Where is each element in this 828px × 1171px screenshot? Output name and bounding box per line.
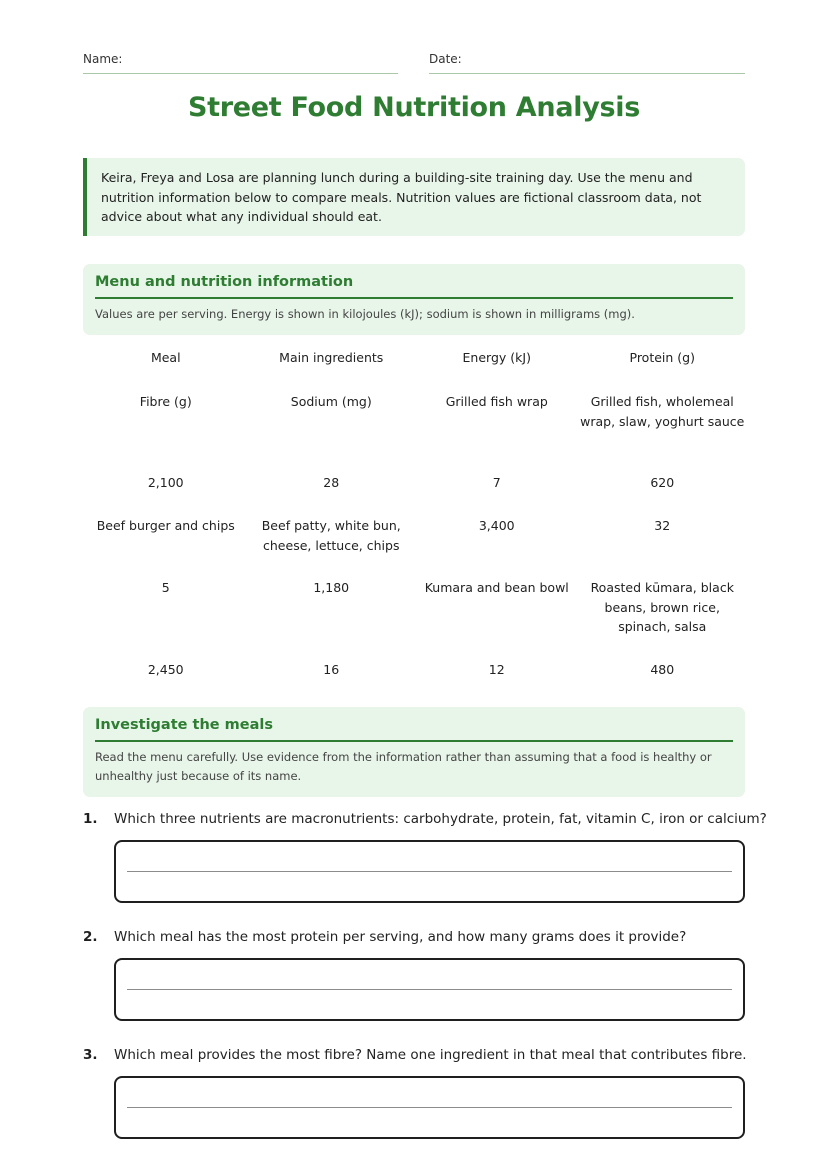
table-cell: Sodium (mg) (290, 394, 372, 409)
menu-section-note: Values are per serving. Energy is shown in kilojoules (kJ); sodium is shown in milligrams (mg). (95, 307, 635, 321)
table-cell: Fibre (g) (139, 394, 192, 409)
page-title: Street Food Nutrition Analysis (188, 92, 640, 123)
answer-box[interactable] (114, 958, 745, 1021)
table-cell: 7 (492, 475, 501, 490)
table-cell: Meal (150, 350, 181, 365)
table-cell: Main ingredients (279, 350, 384, 365)
table-row (83, 657, 745, 697)
table-cell: 2,450 (147, 662, 184, 677)
name-label: Name: (83, 52, 123, 66)
answer-box[interactable] (114, 840, 745, 903)
table-row (83, 345, 745, 389)
date-field[interactable] (429, 52, 745, 74)
answer-line (127, 989, 732, 990)
table-row (83, 575, 745, 657)
table-cell: Grilled fish wrap (445, 394, 548, 409)
question-number: 1. (83, 811, 98, 827)
question-text: Which meal has the most protein per serving, and how many grams does it provide? (114, 929, 687, 945)
table-cell: Roasted kūmara, black beans, brown rice, spinach, salsa (590, 580, 734, 634)
table-cell: 620 (650, 475, 675, 490)
question-text: Which meal provides the most fibre? Name one ingredient in that meal that contributes fibre. (114, 1047, 747, 1063)
table-cell: 3,400 (478, 518, 515, 533)
table-cell: Grilled fish, wholemeal wrap, slaw, yoghurt sauce (580, 394, 745, 429)
table-cell: Kumara and bean bowl (424, 580, 569, 595)
table-row (83, 513, 745, 575)
table-cell: 28 (323, 475, 340, 490)
investigate-section-note: Read the menu carefully. Use evidence from the information rather than assuming that a food is healthy or unhealthy just because of its name. (95, 750, 712, 783)
table-cell: Beef patty, white bun, cheese, lettuce, chips (261, 518, 401, 553)
nutrition-table (83, 345, 745, 697)
intro-callout: Keira, Freya and Losa are planning lunch during a building-site training day. Use the menu and nutrition information below to compare meals. Nutrition values are fictional classroom data, not advice about what any individual should eat. (83, 158, 745, 236)
investigate-section-header (83, 707, 745, 797)
table-cell: 5 (161, 580, 170, 595)
name-field[interactable] (83, 52, 398, 74)
question-text: Which three nutrients are macronutrients: carbohydrate, protein, fat, vitamin C, iron or calcium? (114, 811, 767, 827)
answer-box[interactable] (114, 1076, 745, 1139)
table-cell: Energy (kJ) (462, 350, 531, 365)
menu-section-header (83, 264, 745, 335)
table-cell: 32 (654, 518, 671, 533)
answer-line (127, 1107, 732, 1108)
investigate-section-heading: Investigate the meals (95, 717, 733, 742)
name-date-row (83, 52, 745, 74)
table-row (83, 470, 745, 513)
menu-section-heading: Menu and nutrition information (95, 274, 733, 299)
table-cell: 2,100 (147, 475, 184, 490)
table-cell: 480 (650, 662, 675, 677)
question-number: 2. (83, 929, 98, 945)
table-cell: 1,180 (313, 580, 350, 595)
table-row (83, 389, 745, 470)
table-cell: Beef burger and chips (96, 518, 235, 533)
question-number: 3. (83, 1047, 98, 1063)
table-cell: 12 (488, 662, 505, 677)
table-cell: Protein (g) (629, 350, 695, 365)
answer-line (127, 871, 732, 872)
date-label: Date: (429, 52, 462, 66)
table-cell: 16 (323, 662, 340, 677)
